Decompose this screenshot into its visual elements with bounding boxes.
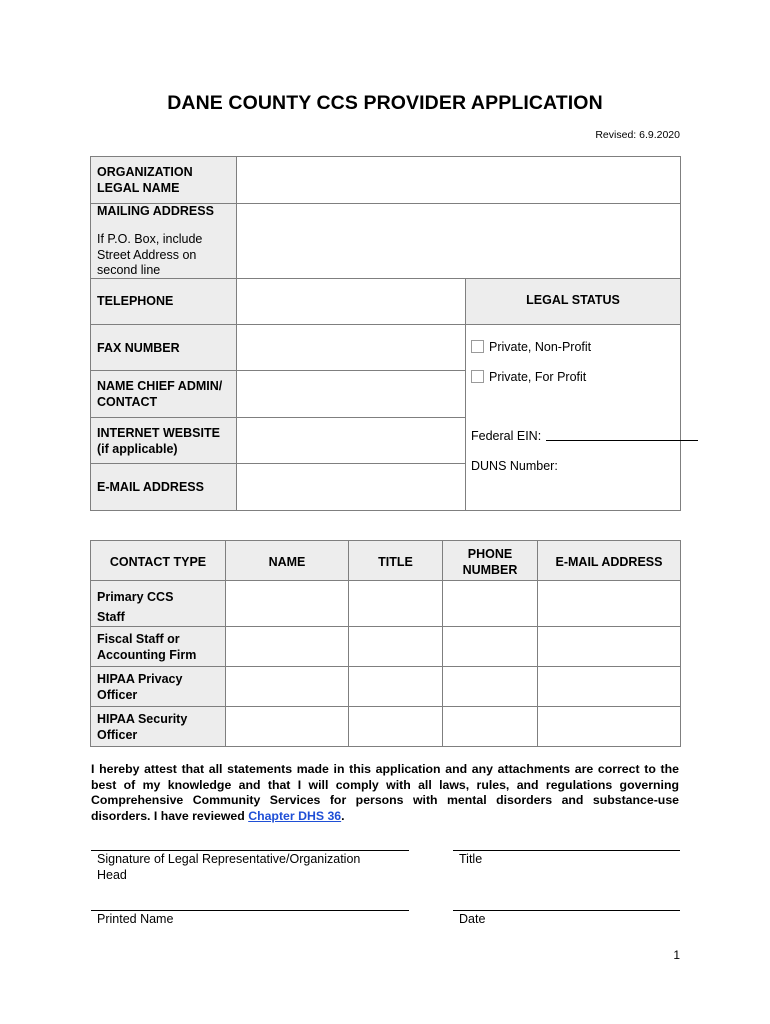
contact-row-primary-ccs-fields[interactable]	[226, 581, 680, 626]
chief-admin-label: NAME CHIEF ADMIN/ CONTACT	[97, 379, 223, 409]
date-line[interactable]	[453, 910, 680, 911]
federal-ein-label: Federal EIN:	[471, 429, 542, 443]
forprofit-label: Private, For Profit	[489, 370, 587, 384]
table-row: HIPAA Privacy Officer	[97, 672, 183, 702]
nonprofit-checkbox[interactable]	[471, 340, 484, 353]
website-label: INTERNET WEBSITE (if applicable)	[97, 426, 220, 456]
email-address-field[interactable]	[237, 464, 465, 510]
org-legal-name-label: ORGANIZATION LEGAL NAME	[97, 165, 193, 195]
contact-row-privacy-fields[interactable]	[226, 667, 680, 706]
org-legal-name-field[interactable]	[237, 157, 680, 203]
table-row: Primary CCS Staff	[97, 590, 174, 624]
header-name: NAME	[268, 555, 306, 569]
printed-name-label: Printed Name	[97, 912, 174, 926]
header-title: TITLE	[378, 555, 413, 569]
telephone-field[interactable]	[237, 279, 465, 324]
telephone-label: TELEPHONE	[97, 294, 174, 308]
page-number: 1	[673, 948, 680, 962]
federal-ein-field[interactable]	[546, 440, 698, 441]
forprofit-checkbox[interactable]	[471, 370, 484, 383]
nonprofit-label: Private, Non-Profit	[489, 340, 592, 354]
mailing-address-label: MAILING ADDRESS	[97, 204, 214, 218]
chapter-dhs-36-link[interactable]: Chapter DHS 36	[248, 808, 342, 823]
duns-number-label: DUNS Number:	[471, 459, 558, 473]
table-row: HIPAA Security Officer	[97, 712, 188, 742]
attestation-text: I hereby attest that all statements made in this application and any attachments are correct to the best of my knowledge and that I will comply with all laws, rules, and regulations governing Comprehensive Community Services for persons with mental disorders and substance-use disorders. I have reviewed	[91, 762, 679, 823]
mailing-address-field[interactable]	[237, 204, 680, 278]
attestation-paragraph: I hereby attest that all statements made in this application and any attachments are correct to the best of my knowledge and that I will comply with all laws, rules, and regulations governing Comprehensive Community Services for persons with mental disorders and substance-use disorders. I have reviewed Chapter DHS 36.	[91, 762, 679, 823]
table-row: Fiscal Staff or Accounting Firm	[97, 632, 197, 662]
chief-admin-field[interactable]	[237, 371, 465, 417]
fax-number-label: FAX NUMBER	[97, 341, 180, 355]
legal-status-header: LEGAL STATUS	[526, 293, 620, 307]
date-label: Date	[459, 912, 486, 926]
contact-row-security-fields[interactable]	[226, 707, 680, 746]
email-address-label: E-MAIL ADDRESS	[97, 480, 204, 494]
fax-number-field[interactable]	[237, 325, 465, 370]
title-label: Title	[459, 852, 483, 866]
document-title: DANE COUNTY CCS PROVIDER APPLICATION	[167, 92, 603, 114]
mailing-address-note: If P.O. Box, include Street Address on second line	[97, 232, 203, 277]
revised-date: Revised: 6.9.2020	[595, 129, 680, 141]
signature-label: Signature of Legal Representative/Organization Head	[97, 852, 361, 882]
header-email-address: E-MAIL ADDRESS	[555, 555, 663, 569]
header-contact-type: CONTACT TYPE	[109, 555, 207, 569]
header-phone-number: PHONE NUMBER	[462, 547, 518, 577]
website-field[interactable]	[237, 418, 465, 463]
title-line[interactable]	[453, 850, 680, 851]
contact-row-fiscal-fields[interactable]	[226, 627, 680, 666]
